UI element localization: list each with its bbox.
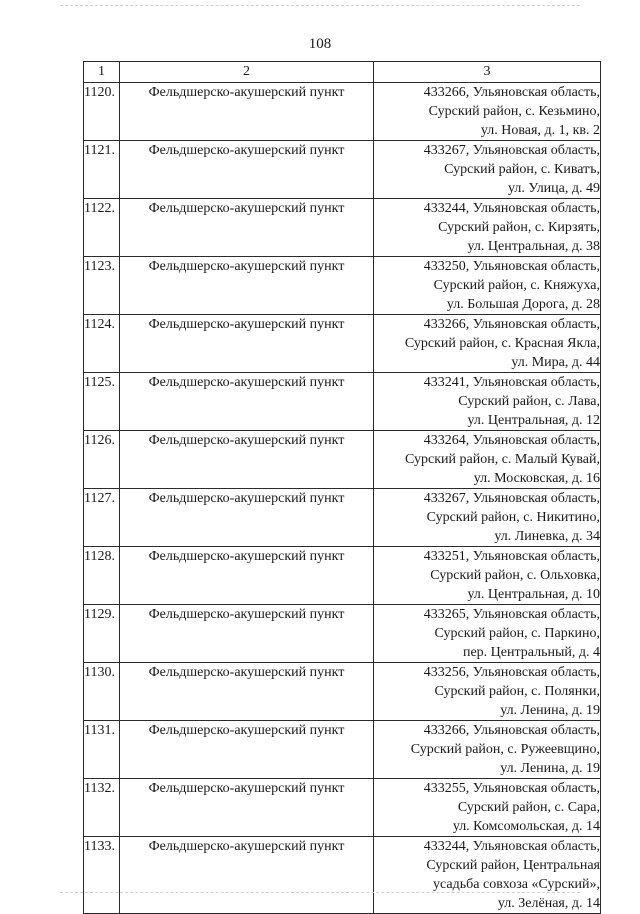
page-number: 108 — [308, 36, 332, 52]
table-row — [84, 721, 601, 779]
address-line: Сурский район, с. Кезьмино, — [428, 104, 600, 119]
address-line: 433244, Ульяновская область, — [423, 201, 600, 216]
row-number: 1133. — [84, 837, 120, 914]
facility-name: Фельдшерско-акушерский пункт — [120, 779, 374, 837]
facility-table — [83, 61, 601, 914]
table-row — [84, 83, 601, 141]
row-number: 1125. — [84, 373, 120, 431]
column-header-name: 2 — [120, 62, 374, 83]
address-line: 433267, Ульяновская область, — [423, 143, 600, 158]
address-line: ул. Мира, д. 44 — [511, 355, 600, 370]
address-line: ул. Большая Дорога, д. 28 — [446, 297, 600, 312]
address-line: ул. Центральная, д. 12 — [467, 413, 600, 428]
address-line: Сурский район, с. Ольховка, — [430, 568, 600, 583]
row-number: 1129. — [84, 605, 120, 663]
facility-name: Фельдшерско-акушерский пункт — [120, 837, 374, 914]
facility-name: Фельдшерско-акушерский пункт — [120, 547, 374, 605]
facility-name: Фельдшерско-акушерский пункт — [120, 431, 374, 489]
facility-name: Фельдшерско-акушерский пункт — [120, 199, 374, 257]
facility-name: Фельдшерско-акушерский пункт — [120, 721, 374, 779]
facility-name: Фельдшерско-акушерский пункт — [120, 257, 374, 315]
facility-name: Фельдшерско-акушерский пункт — [120, 315, 374, 373]
table-row — [84, 779, 601, 837]
address-line: Сурский район, с. Ружеевщино, — [410, 742, 600, 757]
table-row — [84, 489, 601, 547]
row-number: 1127. — [84, 489, 120, 547]
address-line: 433255, Ульяновская область, — [423, 781, 600, 796]
address-line: Сурский район, с. Никитино, — [426, 510, 600, 525]
scan-edge-bottom — [60, 892, 580, 894]
address-line: ул. Новая, д. 1, кв. 2 — [480, 123, 600, 138]
facility-address — [374, 721, 601, 779]
address-line: Сурский район, с. Полянки, — [434, 684, 600, 699]
facility-address — [374, 837, 601, 914]
facility-name: Фельдшерско-акушерский пункт — [120, 373, 374, 431]
facility-name: Фельдшерско-акушерский пункт — [120, 141, 374, 199]
address-line: 433267, Ульяновская область, — [423, 491, 600, 506]
address-line: Сурский район, с. Киватъ, — [444, 162, 600, 177]
address-line: 433266, Ульяновская область, — [423, 85, 600, 100]
address-line: ул. Линевка, д. 34 — [494, 529, 600, 544]
address-line: Сурский район, с. Сара, — [457, 800, 600, 815]
address-line: Сурский район, с. Княжуха, — [433, 278, 600, 293]
address-line: 433264, Ульяновская область, — [423, 433, 600, 448]
column-header-address: 3 — [374, 62, 601, 83]
row-number: 1124. — [84, 315, 120, 373]
row-number: 1130. — [84, 663, 120, 721]
address-line: пер. Центральный, д. 4 — [462, 645, 600, 660]
facility-address — [374, 605, 601, 663]
address-line: ул. Ленина, д. 19 — [500, 761, 600, 776]
address-line: 433266, Ульяновская область, — [423, 723, 600, 738]
facility-address — [374, 373, 601, 431]
table-header-row — [84, 62, 601, 83]
address-line: ул. Улица, д. 49 — [507, 181, 600, 196]
row-number: 1123. — [84, 257, 120, 315]
row-number: 1132. — [84, 779, 120, 837]
address-line: Сурский район, с. Лава, — [458, 394, 600, 409]
table-row — [84, 257, 601, 315]
address-line: Сурский район, с. Кирзять, — [438, 220, 600, 235]
table-row — [84, 837, 601, 914]
address-line: Сурский район, Центральная — [426, 858, 600, 873]
table-body — [84, 83, 601, 914]
table-row — [84, 373, 601, 431]
table-row — [84, 315, 601, 373]
address-line: 433250, Ульяновская область, — [423, 259, 600, 274]
address-line: 433256, Ульяновская область, — [423, 665, 600, 680]
address-line: ул. Центральная, д. 38 — [467, 239, 600, 254]
facility-address — [374, 257, 601, 315]
address-line: ул. Центральная, д. 10 — [467, 587, 600, 602]
address-line: Сурский район, с. Паркино, — [434, 626, 600, 641]
address-line: 433251, Ульяновская область, — [423, 549, 600, 564]
facility-name: Фельдшерско-акушерский пункт — [120, 663, 374, 721]
facility-address — [374, 83, 601, 141]
row-number: 1126. — [84, 431, 120, 489]
address-line: Сурский район, с. Малый Кувай, — [405, 452, 600, 467]
facility-address — [374, 489, 601, 547]
facility-name: Фельдшерско-акушерский пункт — [120, 605, 374, 663]
address-line: Сурский район, с. Красная Якла, — [404, 336, 600, 351]
address-line: 433244, Ульяновская область, — [423, 839, 600, 854]
facility-address — [374, 141, 601, 199]
address-line: ул. Зелёная, д. 14 — [497, 896, 600, 911]
table-row — [84, 605, 601, 663]
row-number: 1120. — [84, 83, 120, 141]
facility-address — [374, 315, 601, 373]
row-number: 1128. — [84, 547, 120, 605]
address-line: 433266, Ульяновская область, — [423, 317, 600, 332]
table-row — [84, 547, 601, 605]
facility-address — [374, 199, 601, 257]
facility-address — [374, 779, 601, 837]
row-number: 1122. — [84, 199, 120, 257]
column-header-number: 1 — [84, 62, 120, 83]
table-row — [84, 141, 601, 199]
facility-name: Фельдшерско-акушерский пункт — [120, 489, 374, 547]
facility-address — [374, 431, 601, 489]
facility-address — [374, 547, 601, 605]
facility-address — [374, 663, 601, 721]
address-line: 433241, Ульяновская область, — [423, 375, 600, 390]
scan-edge-top — [60, 5, 580, 7]
row-number: 1121. — [84, 141, 120, 199]
table-row — [84, 199, 601, 257]
address-line: ул. Ленина, д. 19 — [500, 703, 600, 718]
address-line: ул. Комсомольская, д. 14 — [452, 819, 600, 834]
facility-name: Фельдшерско-акушерский пункт — [120, 83, 374, 141]
table-row — [84, 431, 601, 489]
address-line: ул. Московская, д. 16 — [473, 471, 600, 486]
address-line: 433265, Ульяновская область, — [423, 607, 600, 622]
row-number: 1131. — [84, 721, 120, 779]
table-row — [84, 663, 601, 721]
address-line: усадьба совхоза «Сурский», — [433, 877, 600, 892]
